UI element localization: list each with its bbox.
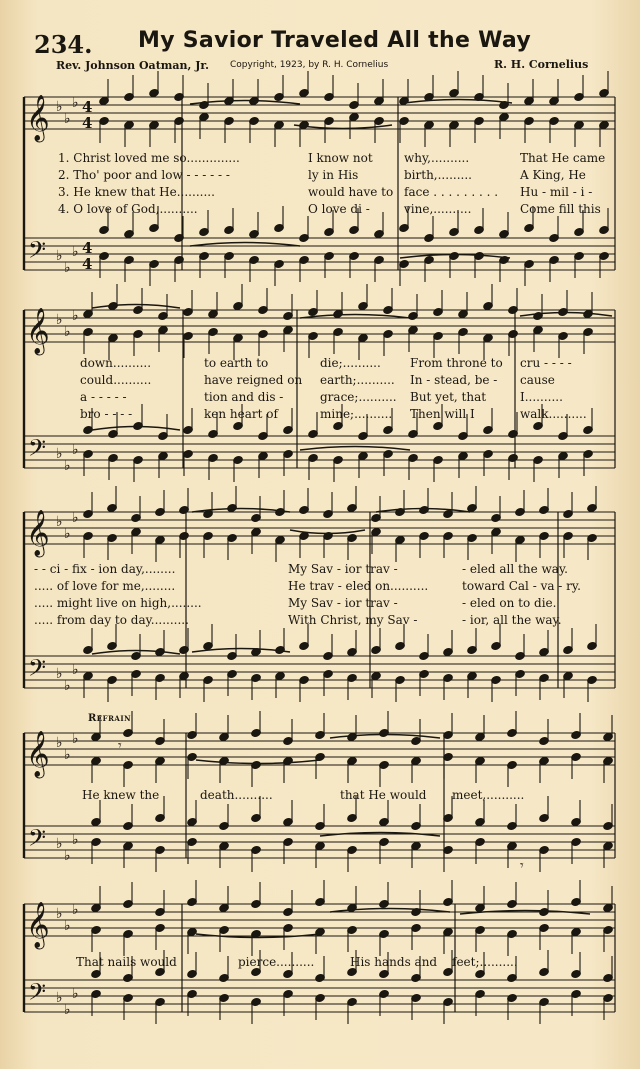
lyric-text: He trav - eled on..........	[288, 579, 429, 593]
flat-icon: ♭	[72, 986, 79, 1002]
lyric-text: - eled on to die.	[462, 596, 557, 610]
lyric-text: meet,..........	[452, 788, 525, 802]
lyric-text: A King, He	[520, 168, 586, 182]
lyric-text: Then will I	[410, 407, 475, 421]
flat-icon: ♭	[64, 111, 71, 127]
flat-icon: ♭	[64, 848, 71, 864]
treble-clef-icon: 𝄞	[26, 308, 50, 354]
bass-clef-icon: 𝄢	[28, 654, 47, 687]
lyric-text: ..... might live on high,........	[34, 596, 202, 610]
lyric-text: feet;..........	[452, 955, 518, 969]
copyright-notice: Copyright, 1923, by R. H. Cornelius	[230, 60, 389, 70]
time-signature: 4	[82, 239, 93, 257]
lyric-text: Come fill this	[520, 202, 601, 216]
lyric-text: With Christ, my Sav -	[288, 613, 418, 627]
lyric-text: have reigned on	[204, 373, 303, 387]
tie-curve	[300, 315, 410, 319]
lyric-text: 4. O love of God,..........	[58, 202, 198, 216]
flat-icon: ♭	[72, 442, 79, 458]
lyric-text: I..........	[520, 390, 563, 404]
lyric-text: ken heart of	[204, 407, 278, 421]
lyric-text: That nails would	[76, 955, 177, 969]
flat-icon: ♭	[64, 260, 71, 276]
lyric-text: I know not	[308, 151, 373, 165]
lyric-text: why,..........	[404, 151, 470, 165]
flat-icon: ♭	[64, 324, 71, 340]
tie-curve	[294, 125, 392, 129]
lyric-text: death..........	[200, 788, 273, 802]
tie-curve	[404, 100, 512, 104]
flat-icon: ♭	[72, 731, 79, 747]
flat-icon: ♭	[64, 526, 71, 542]
flat-icon: ♭	[56, 514, 63, 530]
lyric-text: 3. He knew that He..........	[58, 185, 215, 199]
time-signature: 4	[82, 255, 93, 273]
bass-clef-icon: 𝄢	[28, 978, 47, 1011]
flat-icon: ♭	[72, 308, 79, 324]
tie-curve	[290, 530, 365, 534]
lyric-text: birth,.........	[404, 168, 472, 182]
bass-clef-icon: 𝄢	[28, 824, 47, 857]
lyric-text: ly in His	[308, 168, 359, 182]
lyric-text: O love di -	[308, 202, 370, 216]
lyric-text: grace;..........	[320, 390, 397, 404]
lyric-text: toward Cal - va - ry.	[462, 579, 581, 593]
flat-icon: ♭	[56, 99, 63, 115]
lyric-text: My Sav - ior trav -	[288, 562, 398, 576]
bass-staff	[24, 826, 615, 858]
flat-icon: ♭	[64, 458, 71, 474]
flat-icon: ♭	[64, 747, 71, 763]
lyric-text: His hands and	[350, 955, 438, 969]
lyric-text: But yet, that	[410, 390, 487, 404]
time-signature: 4	[82, 98, 93, 116]
lyric-text: walk..........	[520, 407, 587, 421]
flat-icon: ♭	[56, 735, 63, 751]
tie-curve	[300, 447, 410, 451]
lyric-text: ..... of love for me,........	[34, 579, 176, 593]
flat-icon: ♭	[56, 248, 63, 264]
lyric-text: to earth to	[204, 356, 269, 370]
flat-icon: ♭	[56, 312, 63, 328]
flat-icon: ♭	[72, 832, 79, 848]
lyric-text: bro - - - -	[80, 407, 133, 421]
rest-symbol: 𝄾	[520, 858, 524, 874]
flat-icon: ♭	[72, 244, 79, 260]
lyric-text: cru - - - -	[520, 356, 572, 370]
author-credit: Rev. Johnson Oatman, Jr.	[56, 59, 210, 72]
lyric-text: From throne to	[410, 356, 503, 370]
lyric-text: face . . . . . . . . .	[404, 185, 499, 199]
lyric-text: pierce..........	[238, 955, 315, 969]
lyric-text: down..........	[80, 356, 152, 370]
bass-staff	[24, 436, 615, 468]
lyric-text: - ior, all the way.	[462, 613, 562, 627]
bass-clef-icon: 𝄢	[28, 236, 47, 269]
time-signature: 4	[82, 114, 93, 132]
flat-icon: ♭	[56, 446, 63, 462]
lyric-text: 2. Tho' poor and low - - - - - -	[58, 168, 230, 182]
flat-icon: ♭	[72, 662, 79, 678]
flat-icon: ♭	[56, 836, 63, 852]
flat-icon: ♭	[72, 902, 79, 918]
flat-icon: ♭	[72, 95, 79, 111]
lyric-text: 1. Christ loved me so..............	[58, 151, 240, 165]
flat-icon: ♭	[56, 990, 63, 1006]
lyric-text: could..........	[80, 373, 152, 387]
flat-icon: ♭	[64, 918, 71, 934]
lyric-text: earth;..........	[320, 373, 395, 387]
lyric-text: tion and dis -	[204, 390, 284, 404]
hymn-number: 234.	[34, 30, 93, 59]
treble-clef-icon: 𝄞	[26, 902, 50, 948]
composer-credit: R. H. Cornelius	[494, 58, 589, 71]
lyric-text: mine;..........	[320, 407, 393, 421]
lyric-text: - - ci - fix - ion day,........	[34, 562, 176, 576]
flat-icon: ♭	[72, 510, 79, 526]
lyric-text: vine,..........	[404, 202, 472, 216]
lyric-text: that He would	[340, 788, 427, 802]
lyric-text: die;..........	[320, 356, 381, 370]
flat-icon: ♭	[56, 666, 63, 682]
flat-icon: ♭	[64, 1002, 71, 1018]
lyric-text: He knew the	[82, 788, 160, 802]
flat-icon: ♭	[64, 678, 71, 694]
lyric-text: cause	[520, 373, 555, 387]
lyric-text: ..... from day to day..........	[34, 613, 189, 627]
rest-symbol: 𝄾	[118, 738, 122, 754]
treble-clef-icon: 𝄞	[26, 510, 50, 556]
refrain-label: Refrain	[88, 713, 132, 724]
lyric-text: That He came	[520, 151, 606, 165]
hymn-title: My Savior Traveled All the Way	[138, 28, 532, 53]
tie-curve	[190, 243, 300, 247]
treble-clef-icon: 𝄞	[26, 731, 50, 777]
flat-icon: ♭	[56, 906, 63, 922]
lyric-text: a - - - - -	[80, 390, 127, 404]
bass-clef-icon: 𝄢	[28, 434, 47, 467]
treble-clef-icon: 𝄞	[26, 95, 50, 141]
lyric-text: Hu - mil - i -	[520, 185, 593, 199]
lyric-text: In - stead, be -	[410, 373, 498, 387]
lyric-text: - eled all the way.	[462, 562, 568, 576]
lyric-text: would have to	[308, 185, 394, 199]
lyric-text: My Sav - ior trav -	[288, 596, 398, 610]
